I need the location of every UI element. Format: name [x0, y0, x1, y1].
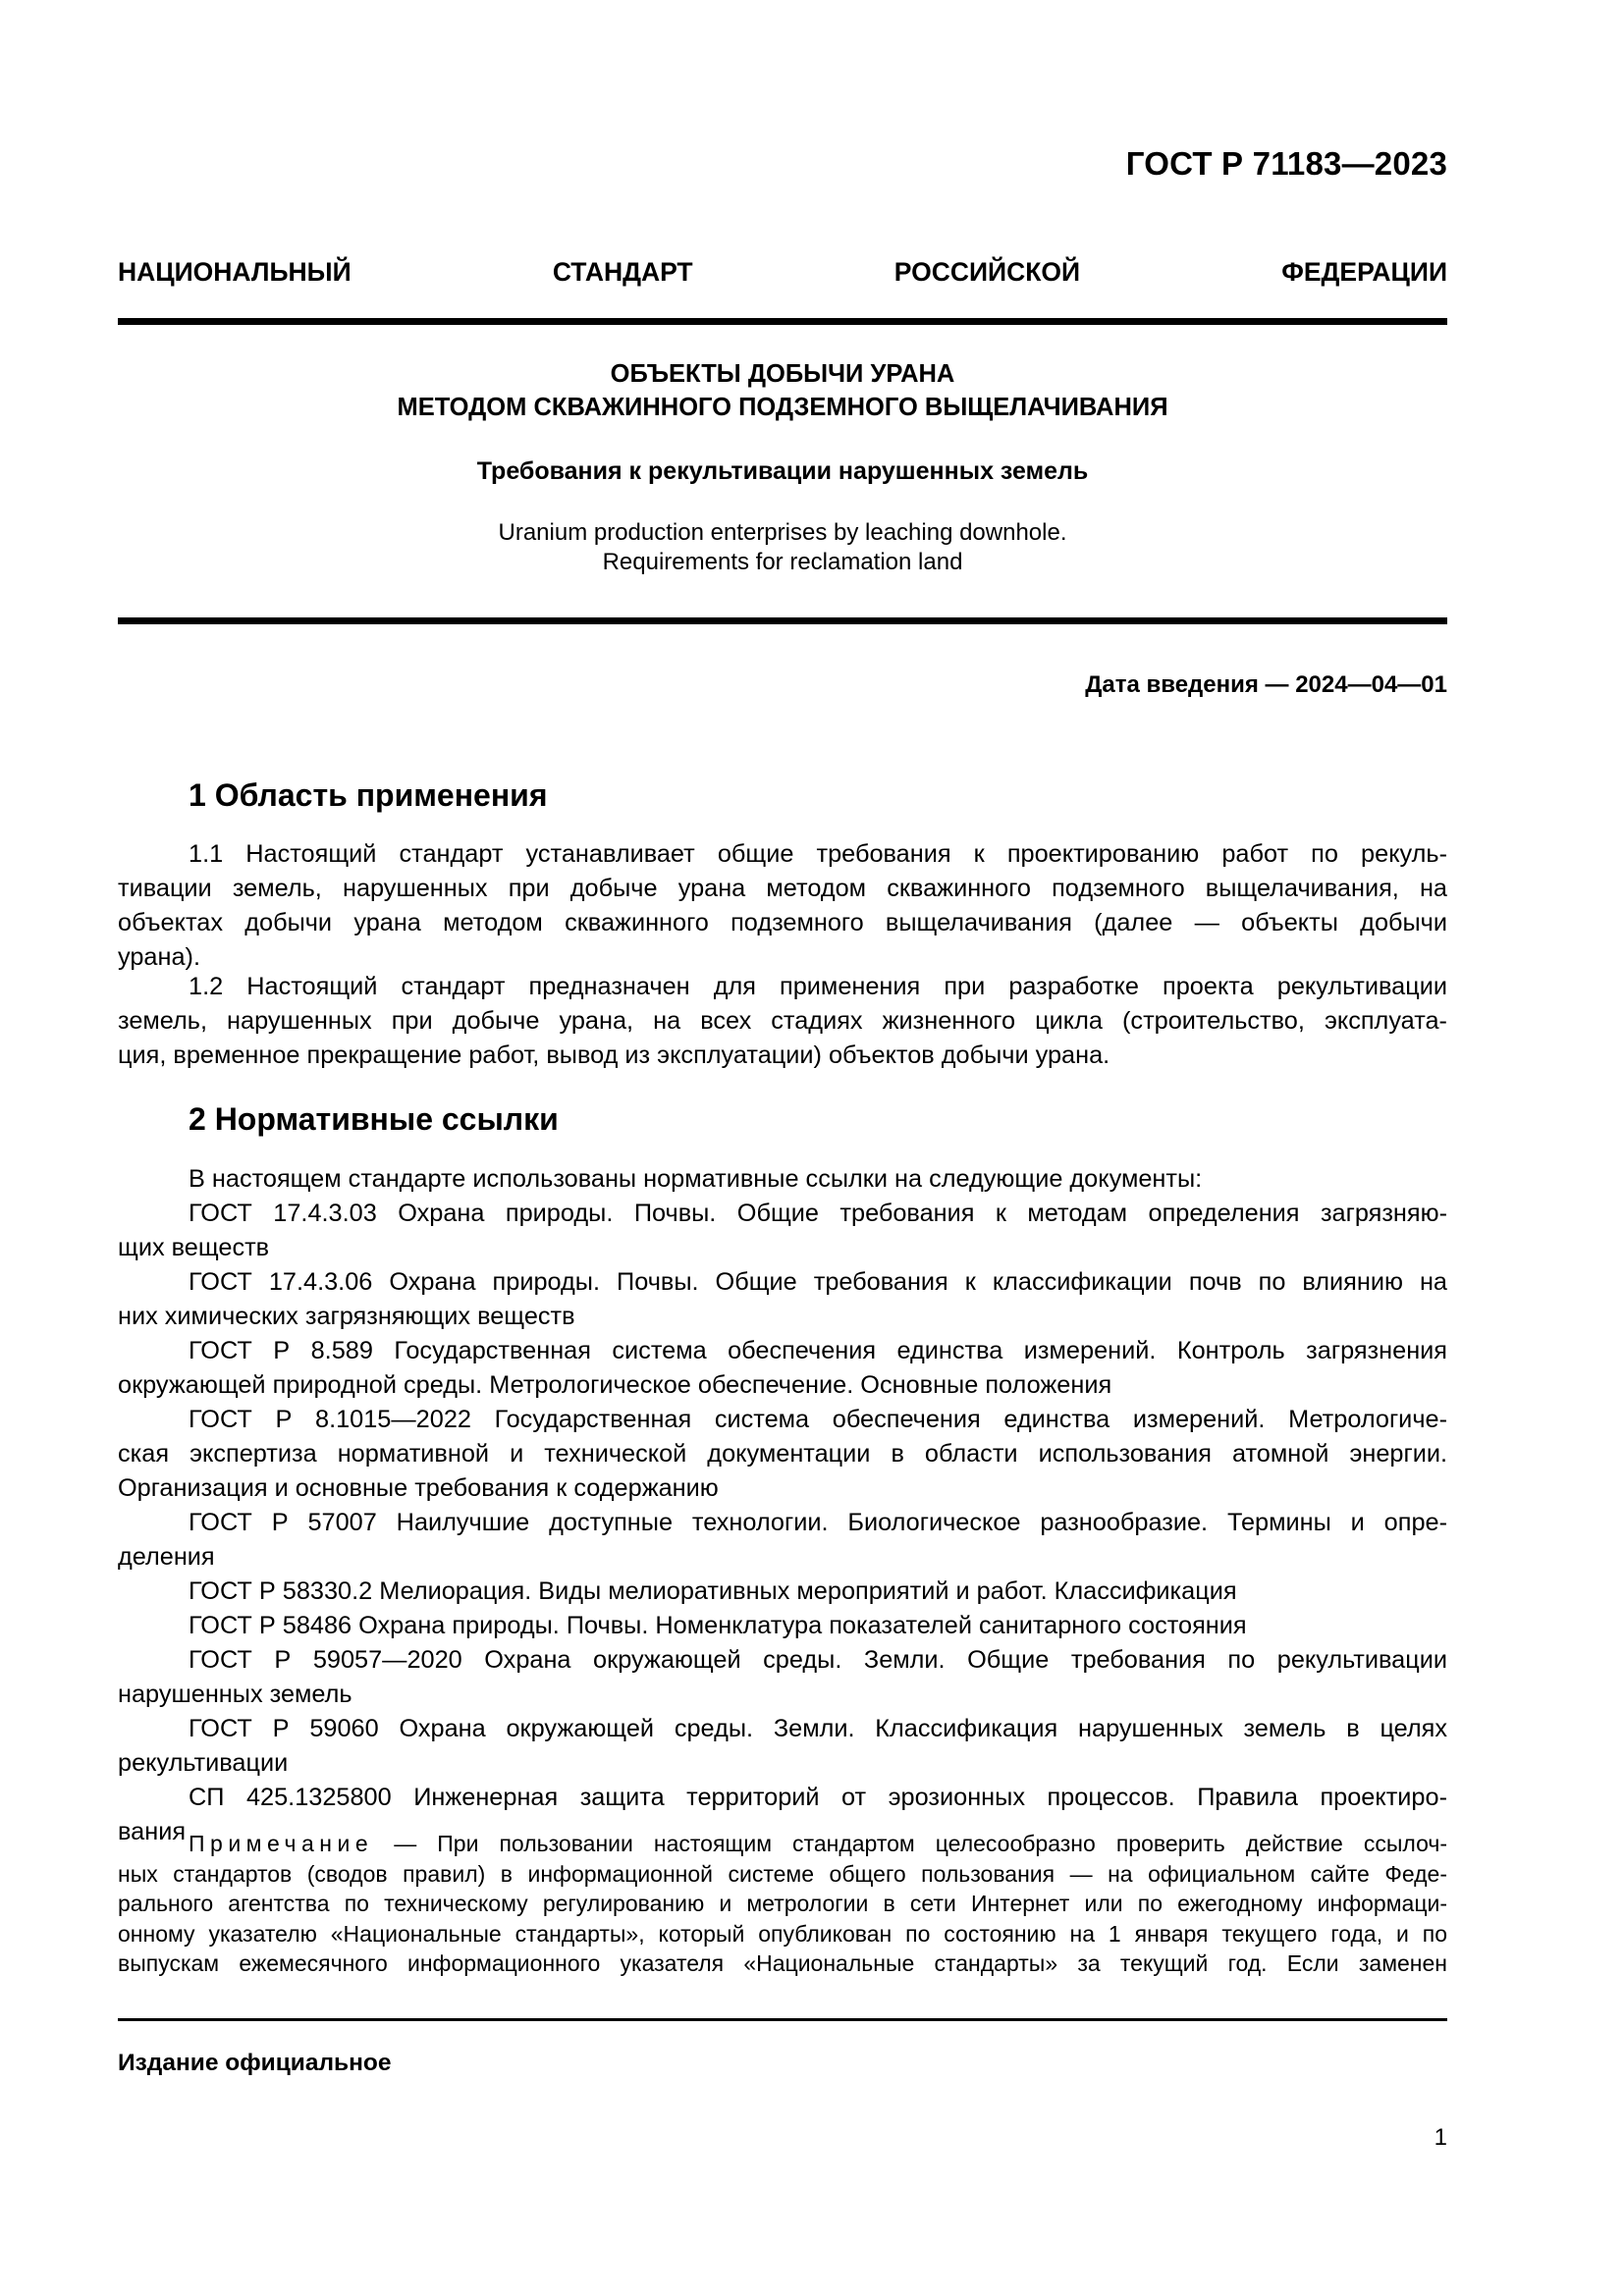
text-line: объектах добычи урана методом скважинного подземного выщелачивания (далее — объекты добычи	[118, 909, 1447, 936]
top-rule	[118, 318, 1447, 325]
paragraph-1-2	[118, 970, 1447, 1073]
text-line: земель, нарушенных при добыче урана, на всех стадиях жизненного цикла (строительство, эксплуата-	[118, 1007, 1447, 1035]
reference-line: ГОСТ Р 57007 Наилучшие доступные технологии. Биологическое разнообразие. Термины и опре-	[189, 1509, 1447, 1536]
document-subtitle: Требования к рекультивации нарушенных земель	[476, 457, 1089, 485]
official-edition-label: Издание официальное	[118, 2050, 392, 2076]
introduction-date: Дата введения — 2024—04—01	[1085, 671, 1447, 698]
section-1-heading: 1 Область применения	[189, 777, 548, 813]
note-text: — При пользовании настоящим стандартом целесообразно проверить действие ссылоч-	[373, 1831, 1447, 1856]
note-label: Примечание	[189, 1831, 374, 1856]
national-standard-banner: НАЦИОНАЛЬНЫЙ СТАНДАРТ РОССИЙСКОЙ ФЕДЕРАЦИИ	[118, 257, 1447, 287]
reference-line: нарушенных земель	[118, 1681, 352, 1708]
text-line: тивации земель, нарушенных при добыче урана методом скважинного подземного выщелачивания, на	[118, 875, 1447, 902]
reference-line: ГОСТ Р 59060 Охрана окружающей среды. Земли. Классификация нарушенных земель в целях	[189, 1715, 1447, 1742]
reference-line: окружающей природной среды. Метрологическое обеспечение. Основные положения	[118, 1371, 1112, 1399]
reference-line: ская экспертиза нормативной и технической документации в области использования атомной энергии.	[118, 1440, 1447, 1468]
english-title	[118, 518, 1447, 577]
reference-line: них химических загрязняющих веществ	[118, 1303, 575, 1330]
reference-line: СП 425.1325800 Инженерная защита территорий от эрозионных процессов. Правила проектиро-	[189, 1784, 1447, 1811]
text-line: 1.1 Настоящий стандарт устанавливает общие требования к проектированию работ по рекуль-	[189, 840, 1447, 868]
document-title	[118, 357, 1447, 424]
reference-line: ГОСТ Р 58330.2 Мелиорация. Виды мелиоративных мероприятий и работ. Классификация	[189, 1577, 1237, 1605]
title-rule	[118, 617, 1447, 624]
reference-line: ГОСТ 17.4.3.03 Охрана природы. Почвы. Общие требования к методам определения загрязняю-	[189, 1200, 1447, 1227]
document-page	[118, 0, 1447, 2296]
reference-line: рекультивации	[118, 1749, 289, 1777]
reference-line: вания	[118, 1818, 187, 1845]
text-line: урана).	[118, 943, 200, 971]
note-line	[118, 1829, 1447, 1859]
note-line: ных стандартов (сводов правил) в информационной системе общего пользования — на официальном сайте Феде-	[118, 1860, 1447, 1887]
reference-line: деления	[118, 1543, 215, 1571]
section-2-heading: 2 Нормативные ссылки	[189, 1101, 559, 1137]
normative-references-list	[118, 1162, 1447, 1849]
text-line: В настоящем стандарте использованы нормативные ссылки на следующие документы:	[189, 1165, 1203, 1193]
note-line: выпускам ежемесячного информационного указателя «Национальные стандарты» за текущий год. Если заменен	[118, 1950, 1447, 1976]
reference-line: ГОСТ 17.4.3.06 Охрана природы. Почвы. Общие требования к классификации почв по влиянию на	[189, 1268, 1447, 1296]
title-line-1: ОБЪЕКТЫ ДОБЫЧИ УРАНА	[610, 360, 955, 388]
reference-line: Организация и основные требования к содержанию	[118, 1474, 719, 1502]
reference-line: щих веществ	[118, 1234, 270, 1261]
english-title-line-1: Uranium production enterprises by leaching downhole.	[498, 519, 1067, 546]
title-line-2: МЕТОДОМ СКВАЖИННОГО ПОДЗЕМНОГО ВЫЩЕЛАЧИВАНИЯ	[397, 394, 1168, 421]
reference-line: ГОСТ Р 59057—2020 Охрана окружающей среды. Земли. Общие требования по рекультивации	[189, 1646, 1447, 1674]
document-number: ГОСТ Р 71183—2023	[1125, 145, 1447, 182]
paragraph-1-1	[118, 837, 1447, 975]
reference-line: ГОСТ Р 8.1015—2022 Государственная система обеспечения единства измерений. Метрологиче-	[189, 1406, 1447, 1433]
english-title-line-2: Requirements for reclamation land	[602, 549, 963, 575]
page-number: 1	[1434, 2124, 1447, 2151]
note-line: рального агентства по техническому регулированию и метрологии в сети Интернет или по ежегодному информаци-	[118, 1891, 1447, 1916]
footer-rule	[118, 2018, 1447, 2021]
reference-line: ГОСТ Р 8.589 Государственная система обеспечения единства измерений. Контроль загрязнения	[189, 1337, 1447, 1364]
note-line: онному указателю «Национальные стандарты», который опубликован по состоянию на 1 января текущего года, и по	[118, 1920, 1447, 1947]
reference-line: ГОСТ Р 58486 Охрана природы. Почвы. Номенклатура показателей санитарного состояния	[189, 1612, 1247, 1639]
text-line: ция, временное прекращение работ, вывод из эксплуатации) объектов добычи урана.	[118, 1041, 1110, 1069]
text-line: 1.2 Настоящий стандарт предназначен для применения при разработке проекта рекультивации	[189, 973, 1447, 1000]
note-block	[118, 1829, 1447, 1979]
